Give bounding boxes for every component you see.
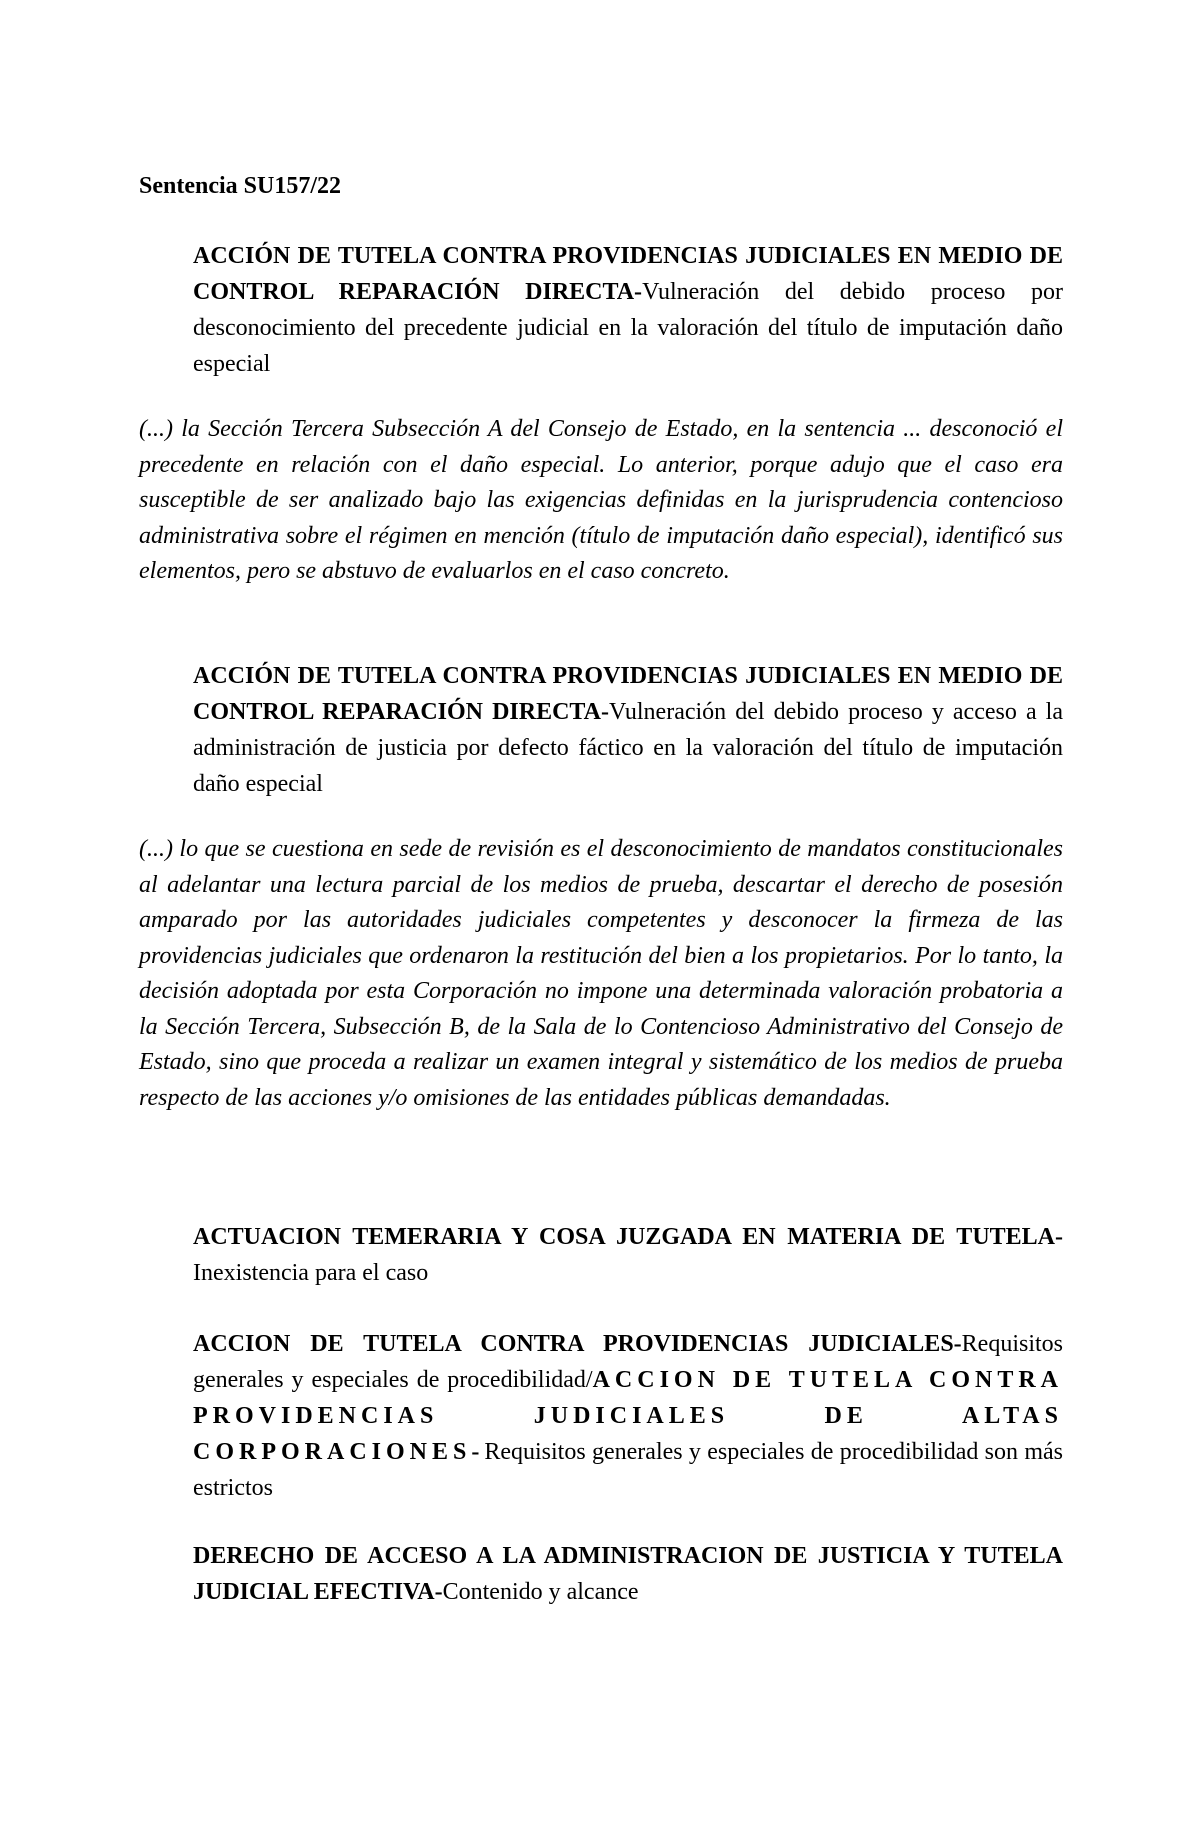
heading-tail-secondary: Requisitos generales y especiales de procedibilidad son más estrictos <box>193 1439 1063 1501</box>
thesis-heading-3 <box>193 1219 1063 1291</box>
heading-tail: Vulneración del debido proceso y acceso a la administración de justicia por defecto fáctico en la valoración del título de imputación daño especial <box>193 699 1064 797</box>
document-title: Sentencia SU157/22 <box>139 173 342 199</box>
quote-paragraph-1: (...) la Sección Tercera Subsección A del Consejo de Estado, en la sentencia ... desconoció el precedente en relación con el daño especial. Lo anterior, porque adujo que el caso era susceptible de ser analizado bajo las exigencias definidas en la jurisprudencia contencioso administrativa sobre el régimen en mención (título de imputación daño especial), identificó sus elementos, pero se abstuvo de evaluarlos en el caso concreto. <box>139 416 1063 584</box>
heading-tail: Contenido y alcance <box>442 1579 639 1605</box>
quote-paragraph-2: (...) lo que se cuestiona en sede de revisión es el desconocimiento de mandatos constitucionales al adelantar una lectura parcial de los medios de prueba, descartar el derecho de posesión amparado por las autoridades judiciales competentes y desconocer la firmeza de las providencias judiciales que ordenaron la restitución del bien a los propietarios. Por lo tanto, la decisión adoptada por esta Corporación no impone una determinada valoración probatoria a la Sección Tercera, Subsección B, de la Sala de lo Contencioso Administrativo del Consejo de Estado, sino que proceda a realizar un examen integral y sistemático de los medios de prueba respecto de las acciones y/o omisiones de las entidades públicas demandadas. <box>139 836 1063 1111</box>
thesis-heading-4 <box>193 1326 1063 1506</box>
heading-lead: ACCIÓN DE TUTELA CONTRA PROVIDENCIAS JUDICIALES EN MEDIO DE CONTROL REPARACIÓN DIRECTA- <box>193 663 1063 725</box>
heading-tail: Vulneración del debido proceso por desconocimiento del precedente judicial en la valoración del título de imputación daño especial <box>193 279 1063 377</box>
thesis-heading-1 <box>193 238 1063 382</box>
heading-lead: ACTUACION TEMERARIA Y COSA JUZGADA EN MATERIA DE TUTELA- <box>193 1224 1063 1250</box>
thesis-heading-2 <box>193 658 1063 802</box>
heading-lead: DERECHO DE ACCESO A LA ADMINISTRACION DE JUSTICIA Y TUTELA JUDICIAL EFECTIVA- <box>193 1543 1063 1605</box>
heading-lead-secondary: ACCION DE TUTELA CONTRA PROVIDENCIAS JUDICIALES DE ALTAS CORPORACIONES- <box>193 1367 1064 1465</box>
heading-lead: ACCION DE TUTELA CONTRA PROVIDENCIAS JUDICIALES- <box>193 1331 962 1357</box>
heading-tail: Inexistencia para el caso <box>193 1260 429 1286</box>
heading-lead: ACCIÓN DE TUTELA CONTRA PROVIDENCIAS JUDICIALES EN MEDIO DE CONTROL REPARACIÓN DIRECTA- <box>193 243 1063 305</box>
thesis-heading-5 <box>193 1538 1063 1610</box>
heading-tail: Requisitos generales y especiales de procedibilidad/ <box>193 1331 1063 1393</box>
